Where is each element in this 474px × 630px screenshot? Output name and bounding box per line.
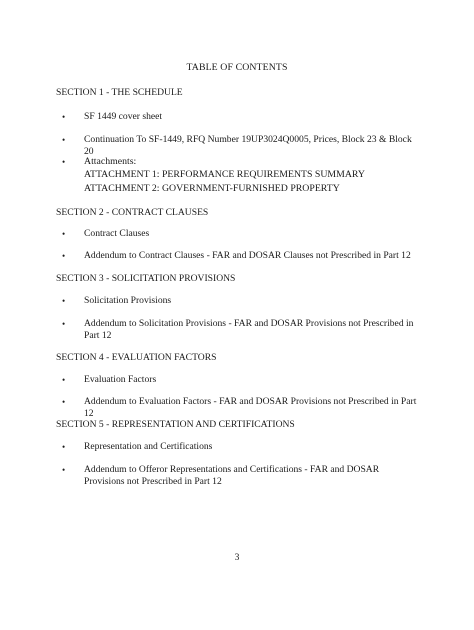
list-item <box>62 156 422 196</box>
list-item-text: Addendum to Evaluation Factors - FAR and DOSAR Provisions not Prescribed in Part 12 <box>84 396 417 419</box>
section-heading-3: SECTION 3 - SOLICITATION PROVISIONS <box>56 273 236 284</box>
section-heading-4: SECTION 4 - EVALUATION FACTORS <box>56 352 217 363</box>
page-number: 3 <box>234 552 240 563</box>
list-item-text: Addendum to Offeror Representations and Certifications - FAR and DOSAR Provisions not Prescribed in Part 12 <box>84 464 380 487</box>
list-item <box>62 374 422 386</box>
list-item <box>62 134 422 158</box>
attachment-line: ATTACHMENT 1: PERFORMANCE REQUIREMENTS SUMMARY <box>84 169 365 180</box>
list-item-text: Contract Clauses <box>84 228 150 239</box>
bullet-icon: • <box>62 397 66 407</box>
list-item-text: Evaluation Factors <box>84 374 157 385</box>
list-item-text: Representation and Certifications <box>84 441 213 452</box>
section-heading-2: SECTION 2 - CONTRACT CLAUSES <box>56 207 209 218</box>
section-heading-1: SECTION 1 - THE SCHEDULE <box>56 87 183 98</box>
bullet-icon: • <box>62 251 66 261</box>
bullet-icon: • <box>62 229 66 239</box>
page-title: TABLE OF CONTENTS <box>186 62 288 73</box>
list-item <box>62 318 422 342</box>
bullet-icon: • <box>62 112 66 122</box>
attachment-line: ATTACHMENT 2: GOVERNMENT-FURNISHED PROPERTY <box>84 183 340 194</box>
list-item <box>62 441 422 453</box>
list-item <box>62 396 422 420</box>
list-item <box>62 295 422 307</box>
bullet-icon: • <box>62 442 66 452</box>
bullet-icon: • <box>62 319 66 329</box>
section-heading-5: SECTION 5 - REPRESENTATION AND CERTIFICATIONS <box>56 419 295 430</box>
list-item-text: Addendum to Solicitation Provisions - FAR and DOSAR Provisions not Prescribed in Part 12 <box>84 318 414 341</box>
bullet-icon: • <box>62 465 66 475</box>
bullet-icon: • <box>62 157 66 167</box>
list-item-text: Addendum to Contract Clauses - FAR and DOSAR Clauses not Prescribed in Part 12 <box>84 250 411 261</box>
list-item <box>62 464 422 488</box>
list-item-text: Solicitation Provisions <box>84 295 172 306</box>
attachments-block <box>84 156 422 196</box>
bullet-icon: • <box>62 375 66 385</box>
bullet-icon: • <box>62 135 66 145</box>
list-item-text: SF 1449 cover sheet <box>84 111 163 122</box>
list-item <box>62 111 422 123</box>
attachments-label: Attachments: <box>84 156 137 167</box>
list-item-text: Continuation To SF-1449, RFQ Number 19UP3024Q0005, Prices, Block 23 & Block 20 <box>84 134 412 157</box>
list-item <box>62 228 422 240</box>
list-item <box>62 250 422 262</box>
bullet-icon: • <box>62 296 66 306</box>
